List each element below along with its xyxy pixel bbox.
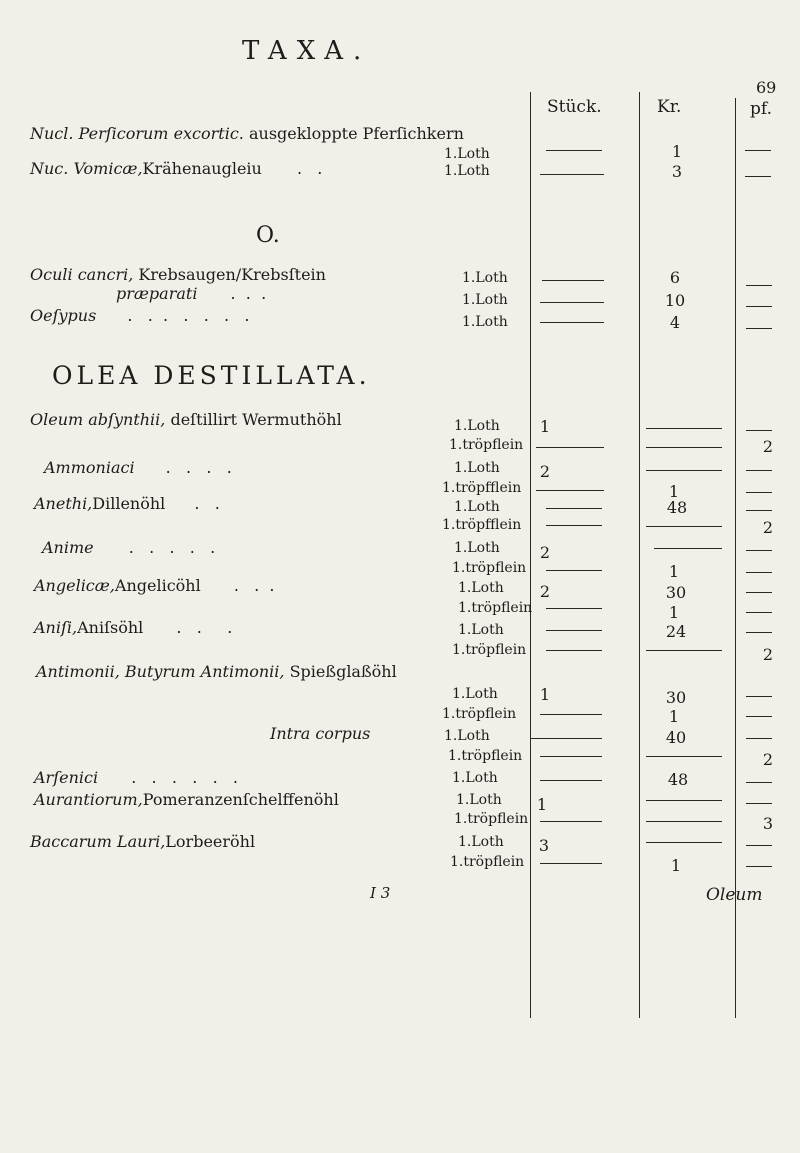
price-pfennig: 2 xyxy=(762,750,774,769)
empty-cell-dash xyxy=(746,612,772,613)
entry-german-name: Angelicöhl xyxy=(114,576,201,595)
count-stueck: 1 xyxy=(539,685,551,704)
empty-cell-dash xyxy=(530,738,602,739)
entry-oculi-cancri xyxy=(30,265,326,284)
entry-latin-name: Arſenici xyxy=(34,768,99,787)
entry-angelicae: Angelicæ,Angelicöhl . . . xyxy=(34,576,275,595)
entry-quantity: 1.Loth xyxy=(452,770,498,786)
empty-cell-dash xyxy=(546,570,602,571)
entry-latin-name: Oeſypus xyxy=(30,306,97,325)
entry-latin-name: Nuc. Vomicæ, xyxy=(30,159,143,178)
price-kreuzer: 1 xyxy=(670,856,682,875)
count-stueck: 2 xyxy=(539,543,551,562)
empty-cell-dash xyxy=(546,150,602,151)
catchword: Oleum xyxy=(706,885,763,905)
empty-cell-dash xyxy=(546,630,602,631)
empty-cell-dash xyxy=(546,525,602,526)
price-kreuzer: 10 xyxy=(664,291,686,310)
empty-cell-dash xyxy=(746,716,772,717)
price-kreuzer: 4 xyxy=(669,313,681,332)
empty-cell-dash xyxy=(746,696,772,697)
price-pfennig: 2 xyxy=(762,437,774,456)
price-kreuzer: 3 xyxy=(671,162,683,181)
empty-cell-dash xyxy=(540,821,602,822)
entry-quantity-drops: 1.tröpflein xyxy=(450,854,525,870)
entry-oesypus: Oeſypus . . . . . . . xyxy=(30,306,250,325)
empty-cell-dash xyxy=(654,548,722,549)
entry-quantity-drops: 1.tröpflein xyxy=(442,706,517,722)
price-pfennig: 2 xyxy=(762,518,774,537)
empty-cell-dash xyxy=(540,780,602,781)
count-stueck: 3 xyxy=(538,836,550,855)
empty-cell-dash xyxy=(746,738,772,739)
price-kreuzer: 30 xyxy=(665,688,687,707)
column-heading-stueck: Stück. xyxy=(547,97,602,117)
entry-intra-corpus: Intra corpus xyxy=(270,724,371,743)
entry-german-name: Pomeranzenſchelffenöhl xyxy=(142,790,339,809)
empty-cell-dash xyxy=(746,550,772,551)
empty-cell-dash xyxy=(746,470,772,471)
empty-cell-dash xyxy=(646,842,722,843)
entry-nuc-vomicae: Nuc. Vomicæ,Krähenaugleiu . . xyxy=(30,159,323,178)
entry-latin-name: Aniſi, xyxy=(34,618,78,637)
entry-anisi: Aniſi,Aniſsöhl . . . xyxy=(34,618,233,637)
empty-cell-dash xyxy=(746,430,772,431)
empty-cell-dash xyxy=(746,492,772,493)
entry-antimonii xyxy=(36,662,397,681)
entry-german-name: Krähenaugleiu xyxy=(142,159,262,178)
entry-german-name: Dillenöhl xyxy=(92,494,166,513)
count-stueck: 2 xyxy=(539,582,551,601)
empty-cell-dash xyxy=(745,150,771,151)
entry-quantity: 1.Loth xyxy=(458,580,504,596)
entry-quantity-drops: 1.tröpflein xyxy=(448,748,523,764)
entry-latin-name: Anime xyxy=(42,538,94,557)
price-kreuzer: 1 xyxy=(668,482,680,501)
empty-cell-dash xyxy=(745,176,771,177)
entry-quantity: 1.Loth xyxy=(462,292,508,308)
empty-cell-dash xyxy=(646,650,722,651)
entry-quantity: 1.Loth xyxy=(454,540,500,556)
empty-cell-dash xyxy=(746,285,772,286)
entry-quantity: 1.Loth xyxy=(458,834,504,850)
page-number: 69 xyxy=(756,78,777,97)
entry-latin-name: Angelicæ, xyxy=(34,576,115,595)
empty-cell-dash xyxy=(746,632,772,633)
price-kreuzer: 30 xyxy=(665,583,687,602)
entry-quantity-drops: 1.tröpflein xyxy=(458,600,533,616)
running-header: TAXA. xyxy=(242,36,372,66)
empty-cell-dash xyxy=(546,608,602,609)
entry-latin-name: Ammoniaci xyxy=(44,458,135,477)
entry-quantity: 1.Loth xyxy=(454,499,500,515)
empty-cell-dash xyxy=(746,328,772,329)
empty-cell-dash xyxy=(646,447,722,448)
empty-cell-dash xyxy=(646,470,722,471)
entry-nucl-persicorum xyxy=(30,124,464,143)
empty-cell-dash xyxy=(536,447,604,448)
entry-quantity: 1.Loth xyxy=(444,728,490,744)
empty-cell-dash xyxy=(746,306,772,307)
empty-cell-dash xyxy=(540,756,602,757)
entry-latin-name: præparati xyxy=(116,284,198,303)
section-title-olea-destillata: OLEA DESTILLATA. xyxy=(52,361,371,390)
signature-mark: I 3 xyxy=(370,884,391,902)
empty-cell-dash xyxy=(746,803,772,804)
entry-latin-name: Baccarum Lauri, xyxy=(30,832,166,851)
entry-quantity: 1.Loth xyxy=(458,622,504,638)
entry-anime: Anime . . . . . xyxy=(42,538,216,557)
price-pfennig: 3 xyxy=(762,814,774,833)
column-rule xyxy=(735,98,736,433)
entry-quantity: 1.Loth xyxy=(452,686,498,702)
entry-german-name: deſtillirt Wermuthöhl xyxy=(170,410,342,429)
column-rule xyxy=(530,408,531,1018)
column-heading-pfennig: pf. xyxy=(750,99,772,119)
entry-praeparati: præparati . . . xyxy=(116,284,267,303)
empty-cell-dash xyxy=(646,428,722,429)
entry-latin-name: Anethi, xyxy=(34,494,93,513)
empty-cell-dash xyxy=(646,756,722,757)
empty-cell-dash xyxy=(540,714,602,715)
empty-cell-dash xyxy=(746,845,772,846)
entry-quantity: 1.Loth xyxy=(462,314,508,330)
column-rule xyxy=(639,408,640,1018)
entry-quantity-drops: 1.tröpflein xyxy=(452,642,527,658)
empty-cell-dash xyxy=(540,322,604,323)
entry-quantity-drops: 1.tröpfflein xyxy=(442,517,522,533)
price-kreuzer: 1 xyxy=(668,562,680,581)
empty-cell-dash xyxy=(646,800,722,801)
entry-german-name: Lorbeeröhl xyxy=(165,832,256,851)
entry-baccarum-lauri xyxy=(30,832,255,851)
entry-quantity: 1.Loth xyxy=(456,792,502,808)
entry-german-name: ausgekloppte Pferſichkern xyxy=(248,124,464,143)
entry-latin-name: Nucl. Perſicorum excortic. xyxy=(30,124,244,143)
column-rule xyxy=(639,92,640,437)
empty-cell-dash xyxy=(746,510,772,511)
column-heading-kreuzer: Kr. xyxy=(657,97,682,117)
price-kreuzer: 1 xyxy=(668,603,680,622)
count-stueck: 1 xyxy=(539,417,551,436)
empty-cell-dash xyxy=(646,526,722,527)
entry-anethi: Anethi,Dillenöhl . . xyxy=(34,494,220,513)
price-pfennig: 2 xyxy=(762,645,774,664)
entry-aurantiorum xyxy=(34,790,339,809)
entry-quantity: 1.Loth xyxy=(454,460,500,476)
entry-quantity-drops: 1.tröpfflein xyxy=(442,480,522,496)
entry-german-name: Spießglaßöhl xyxy=(289,662,397,681)
empty-cell-dash xyxy=(746,592,772,593)
empty-cell-dash xyxy=(542,280,604,281)
entry-latin-name: Oculi cancri, xyxy=(30,265,134,284)
entry-quantity-drops: 1.tröpflein xyxy=(454,811,529,827)
count-stueck: 2 xyxy=(539,462,551,481)
column-rule xyxy=(530,92,531,437)
entry-latin-name: Oleum abſynthii, xyxy=(30,410,166,429)
empty-cell-dash xyxy=(540,174,604,175)
empty-cell-dash xyxy=(646,821,722,822)
entry-quantity: 1.Loth xyxy=(454,418,500,434)
entry-oleum-absynthii xyxy=(30,410,342,429)
entry-quantity: 1.Loth xyxy=(462,270,508,286)
price-kreuzer: 24 xyxy=(665,622,687,641)
empty-cell-dash xyxy=(546,508,602,509)
empty-cell-dash xyxy=(746,866,772,867)
price-kreuzer: 48 xyxy=(666,498,688,517)
price-kreuzer: 48 xyxy=(667,770,689,789)
empty-cell-dash xyxy=(546,650,602,651)
entry-quantity: 1.Loth xyxy=(444,163,490,179)
empty-cell-dash xyxy=(540,302,604,303)
price-kreuzer: 40 xyxy=(665,728,687,747)
price-kreuzer: 6 xyxy=(669,268,681,287)
entry-quantity: 1.Loth xyxy=(444,146,490,162)
empty-cell-dash xyxy=(536,490,604,491)
entry-quantity-drops: 1.tröpflein xyxy=(452,560,527,576)
entry-quantity-drops: 1.tröpflein xyxy=(449,437,524,453)
count-stueck: 1 xyxy=(536,795,548,814)
price-kreuzer: 1 xyxy=(668,707,680,726)
empty-cell-dash xyxy=(746,572,772,573)
entry-german-name: Krebsaugen/Krebsſtein xyxy=(138,265,326,284)
entry-ammoniaci: Ammoniaci . . . . xyxy=(44,458,232,477)
entry-german-name: Aniſsöhl xyxy=(77,618,144,637)
entry-arsenici: Arſenici . . . . . . xyxy=(34,768,238,787)
empty-cell-dash xyxy=(540,863,602,864)
empty-cell-dash xyxy=(746,782,772,783)
entry-latin-name: Antimonii, Butyrum Antimonii, xyxy=(36,662,285,681)
entry-latin-name: Aurantiorum, xyxy=(34,790,143,809)
price-kreuzer: 1 xyxy=(671,142,683,161)
column-rule xyxy=(735,408,736,1018)
section-letter-o: O. xyxy=(256,223,280,248)
